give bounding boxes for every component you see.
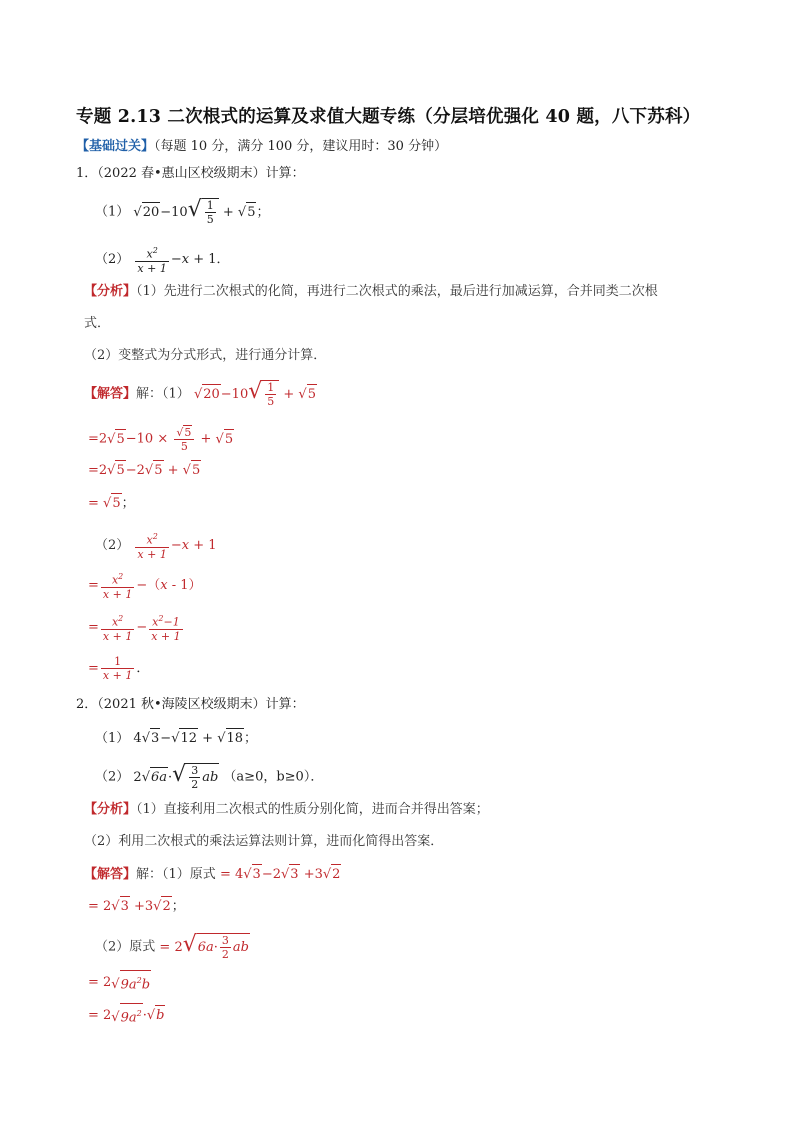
q1-part1-label: （1） [95, 204, 130, 220]
q2-stem: 2．（2021 秋•海陵区校级期末）计算： [76, 697, 305, 712]
q2-answer-prefix: 解：（1）原式 [136, 867, 216, 882]
q2-sol2-line1: （2）原式 = 2√6a· $\frac{3}{2}$ ab [95, 932, 249, 961]
q1-analysis-1a: （1）先进行二次根式的化简，再进行二次根式的乘法，最后进行加减运算，合并同类二次根 [136, 284, 658, 299]
q2-s2-label: （2）原式 [95, 939, 156, 955]
q1-part1 [95, 198, 270, 226]
q2-part2: （2） 2√6a·√ $\frac{3}{2}$ ab （a≥0，b≥0）． [95, 762, 324, 791]
section-label: 【基础过关】 [76, 139, 155, 154]
q1-step1: =2√5−10 × $\frac{√5}{5}$ + √5 [88, 426, 234, 453]
q2-answer-line1: 【解答】解：（1）原式 = 4√3−2√3 +3√2 [84, 864, 341, 885]
q2-sol2-step2: = $2√9a^2\cdot√b$ [88, 1003, 165, 1028]
q1-part2-label: （2） [95, 251, 130, 267]
q1-analysis-tag: 【分析】 [84, 284, 137, 299]
q1-part2 [95, 244, 230, 275]
q1-stem: 1．（2022 春•惠山区校级期末）计算： [76, 166, 305, 181]
q1-step2: =2√5−2√5 + √5 [88, 460, 201, 481]
q1-answer-prefix: 解：（1） [136, 386, 190, 402]
q2-part1-label: （1） [95, 731, 130, 746]
q1-sol2-step2: = $\frac{x^2}{x + 1}$ − $\frac{x^2-1}{x + 1}$ [88, 614, 181, 643]
q1-part2-expr: $\frac{x^2}{x + 1}$ −x + 1． [137, 246, 230, 275]
q1-sol2-step1: = $\frac{x^2}{x + 1}$ −（x - 1） [88, 572, 202, 601]
q1-answer-line1 [84, 380, 317, 408]
q2-answer-tag: 【解答】 [84, 867, 137, 882]
q1-answer-tag: 【解答】 [84, 386, 137, 402]
q1-s2-label: （2） [95, 537, 130, 553]
q1-answer-expr: √20−10√ $\frac{1}{5}$ + √5 [193, 379, 316, 408]
q2-part2-label: （2） [95, 769, 130, 785]
q2-analysis-line1 [84, 800, 489, 820]
q2-sol2-step1: = $2√9a^2b$ [88, 970, 151, 995]
section-info: （每题 10 分，满分 100 分，建议用时：30 分钟） [154, 139, 448, 154]
q2-analysis-tag: 【分析】 [84, 802, 137, 817]
q1-analysis-line1 [84, 282, 658, 302]
q2-part1: （1） 4√3−√12 + √18； [95, 728, 257, 749]
q1-step3: = √5； [88, 493, 135, 514]
q1-analysis-1b: 式． [84, 316, 111, 331]
q2-part2-cond: （a≥0，b≥0）． [223, 769, 324, 785]
q1-part1-expr: √20−10√ $\frac{1}{5}$ + √5； [133, 197, 270, 226]
q2-step1: = 2√3 +3√2； [88, 896, 185, 917]
q1-analysis-2: （2）变整式为分式形式，进行通分计算． [84, 348, 327, 363]
q2-analysis-2: （2）利用二次根式的乘法运算法则计算，进而化简得出答案． [84, 834, 444, 849]
section-header [76, 137, 447, 157]
page-title: 专题 2.13 二次根式的运算及求值大题专练（分层培优强化 40 题，八下苏科） [76, 107, 701, 127]
q1-sol2-step3: = $\frac{1}{x + 1}$ ． [88, 655, 150, 682]
q1-sol2-line1: （2） $\frac{x^2}{x + 1}$ −x + 1 [95, 532, 217, 561]
q2-analysis-1: （1）直接利用二次根式的性质分别化简，进而合并得出答案； [136, 802, 489, 817]
